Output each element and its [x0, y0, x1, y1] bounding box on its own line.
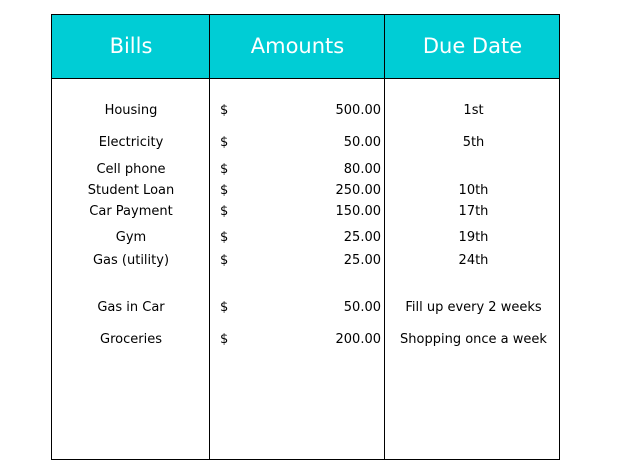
currency-symbol: $	[220, 300, 229, 315]
currency-symbol: $	[220, 103, 229, 118]
currency-symbol: $	[220, 253, 229, 268]
header-due-date: Due Date	[422, 34, 523, 58]
bill-amount: 25.00	[343, 253, 381, 268]
bill-amount: 200.00	[335, 332, 381, 347]
due-date: 17th	[458, 204, 489, 219]
due-date: 5th	[462, 135, 485, 150]
due-date: 24th	[458, 253, 489, 268]
bill-name: Cell phone	[96, 162, 166, 177]
currency-symbol: $	[220, 230, 229, 245]
due-date: 1st	[463, 103, 484, 118]
currency-symbol: $	[220, 183, 229, 198]
due-date: Shopping once a week	[400, 332, 547, 347]
table-header	[52, 15, 559, 79]
bill-name: Housing	[104, 103, 158, 118]
due-date: Fill up every 2 weeks	[405, 300, 542, 315]
bill-amount: 50.00	[343, 135, 381, 150]
bill-name: Gas (utility)	[92, 253, 170, 268]
column-divider	[384, 15, 385, 459]
bill-amount: 80.00	[343, 162, 381, 177]
bill-amount: 250.00	[335, 183, 381, 198]
bill-amount: 25.00	[343, 230, 381, 245]
due-date: 10th	[458, 183, 489, 198]
bill-name: Gas in Car	[97, 300, 165, 315]
bill-amount: 500.00	[335, 103, 381, 118]
header-amounts: Amounts	[250, 34, 345, 58]
bill-name: Electricity	[98, 135, 164, 150]
bill-amount: 150.00	[335, 204, 381, 219]
bill-amount: 50.00	[343, 300, 381, 315]
currency-symbol: $	[220, 162, 229, 177]
header-bills: Bills	[109, 34, 153, 58]
currency-symbol: $	[220, 135, 229, 150]
currency-symbol: $	[220, 332, 229, 347]
bills-table	[51, 14, 560, 460]
bill-name: Gym	[115, 230, 147, 245]
currency-symbol: $	[220, 204, 229, 219]
bill-name: Groceries	[100, 332, 162, 347]
due-date: 19th	[458, 230, 489, 245]
bill-name: Student Loan	[87, 183, 175, 198]
bill-name: Car Payment	[89, 204, 173, 219]
